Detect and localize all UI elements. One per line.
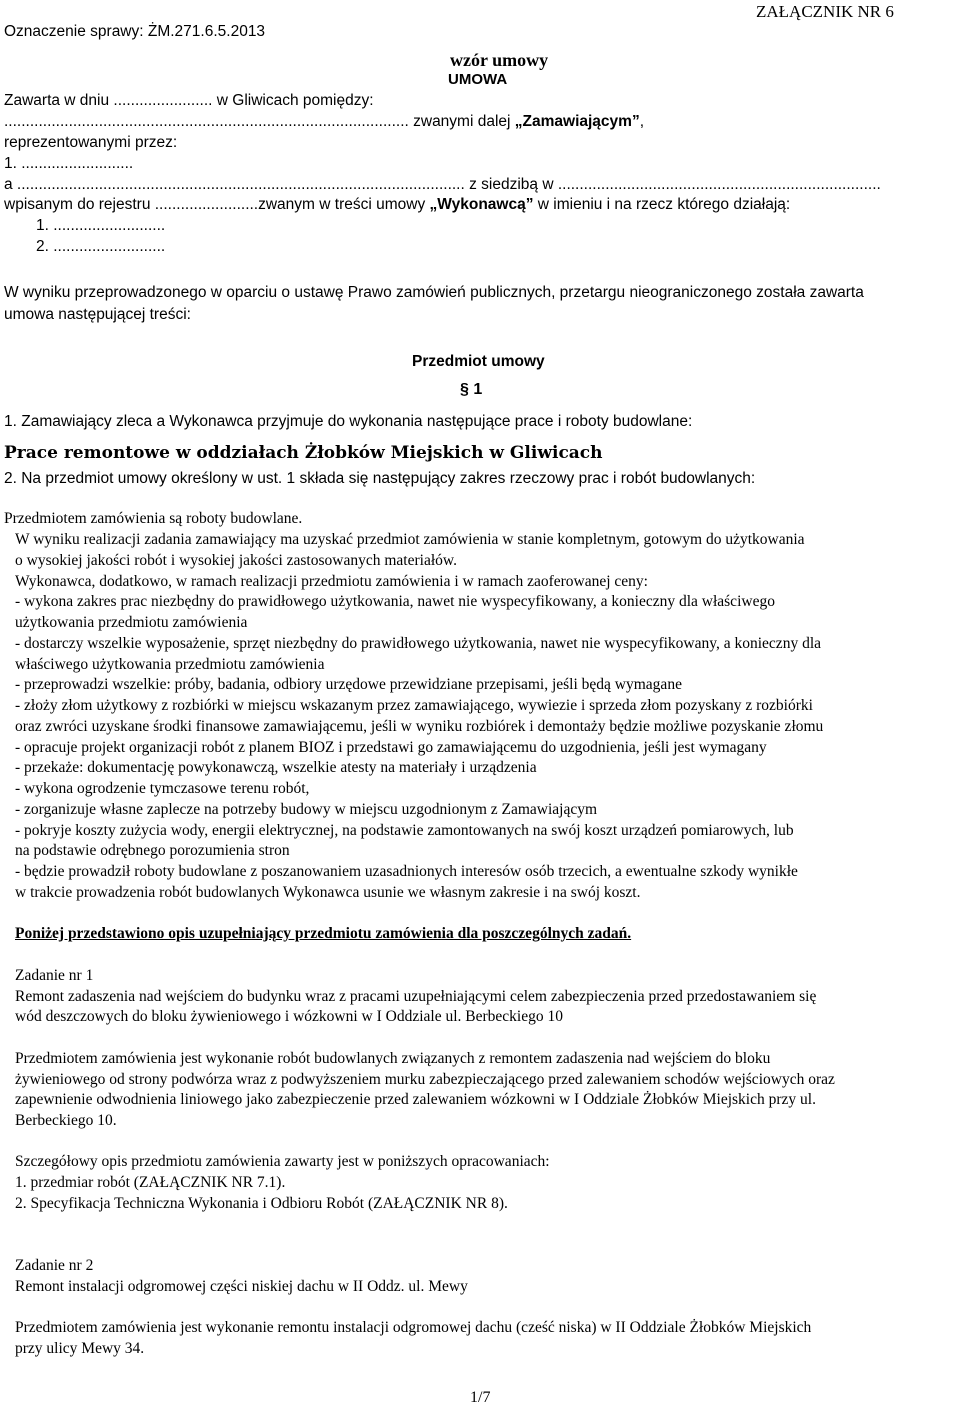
scope-line: - zorganizuje własne zaplecze na potrzeby budowy w miejscu uzgodnionym z Zamawiającym xyxy=(15,801,598,818)
scope-line: - złoży złom użytkowy z rozbiórki w miejscu wskazanym przez zamawiającego, wywiezie i sprzeda złom pozyskany z rozbiórki xyxy=(15,697,813,714)
attachment-label: ZAŁĄCZNIK NR 6 xyxy=(756,2,894,21)
party-role-text: zwanymi dalej xyxy=(408,113,515,130)
page-number: 1/7 xyxy=(470,1389,491,1406)
intro-line-2: umowa następującej treści: xyxy=(4,306,191,323)
scope-line: - dostarczy wszelkie wyposażenie, sprzęt niezbędny do prawidłowego użytkowania, nawet nie wyspecyfikowany, a konieczny dla xyxy=(15,635,821,652)
scope-line: - przekaże: dokumentację powykonawczą, wszelkie atesty na materiały i urządzenia xyxy=(15,759,537,776)
contract-date-line: Zawarta w dniu ....................... w Gliwicach pomiędzy: xyxy=(4,92,374,109)
task-1-doc-item: 2. Specyfikacja Techniczna Wykonania i Odbioru Robót (ZAŁĄCZNIK NR 8). xyxy=(15,1195,508,1212)
scope-line: Przedmiotem zamówienia są roboty budowlane. xyxy=(4,510,303,527)
party-name-blank: .............................................................................................. xyxy=(4,113,409,130)
task-2-subject: przy ulicy Mewy 34. xyxy=(15,1340,145,1357)
contractor-line: a ........................................................................................................ z siedzibą w ........................................................................... xyxy=(4,176,881,193)
represented-by-line: reprezentowanymi przez: xyxy=(4,134,178,151)
document-title: UMOWA xyxy=(448,71,508,88)
representative-1: 1. .......................... xyxy=(4,155,134,172)
scope-line: W wyniku realizacji zadania zamawiający ma uzyskać przedmiot zamówienia w stanie kompletnym, gotowym do użytkowania xyxy=(15,531,805,548)
clause-1: 1. Zamawiający zleca a Wykonawca przyjmuje do wykonania następujące prace i roboty budowlane: xyxy=(4,413,693,430)
contractor-role-name: „Wykonawcą” xyxy=(429,196,534,213)
clause-2: 2. Na przedmiot umowy określony w ust. 1 składa się następujący zakres rzeczowy prac i robót budowlanych: xyxy=(4,470,756,487)
scope-line: w trakcie prowadzenia robót budowlanych Wykonawca usunie we własnym zakresie i na swój koszt. xyxy=(15,884,641,901)
task-1-subject: Berbeckiego 10. xyxy=(15,1112,117,1129)
document-subtitle: wzór umowy xyxy=(450,50,549,70)
task-1-label: Zadanie nr 1 xyxy=(15,967,94,984)
scope-line: - opracuje projekt organizacji robót z planem BIOZ i przedstawi go zamawiającemu do uzgodnienia, jeśli jest wymagany xyxy=(15,739,767,756)
task-1-doc-item: 1. przedmiar robót (ZAŁĄCZNIK NR 7.1). xyxy=(15,1174,286,1191)
task-2-subject: Przedmiotem zamówienia jest wykonanie remontu instalacji odgromowej dachu (cześć niska) w II Oddziale Żłobków Miejskich xyxy=(15,1319,812,1336)
task-1-description: wód deszczowych do bloku żywieniowego i wózkowni w I Oddziale ul. Berbeckiego 10 xyxy=(15,1008,563,1025)
scope-line: - wykona ogrodzenie tymczasowe terenu robót, xyxy=(15,780,310,797)
contracting-party-line: .............................................................................................. zwanymi dalej „Zamawiającym”, xyxy=(4,113,645,130)
task-1-subject: żywieniowego od strony podwórza wraz z podwyższeniem murku zabezpieczającego przed zalewaniem schodów wejściowych oraz xyxy=(15,1071,835,1088)
scope-line: - pokryje koszty zużycia wody, energii elektrycznej, na podstawie zamontowanych na swój koszt urządzeń pomiarowych, lub xyxy=(15,822,794,839)
party-role-name: „Zamawiającym” xyxy=(514,113,640,130)
scope-line: właściwego użytkowania przedmiotu zamówienia xyxy=(15,656,325,673)
intro-line-1: W wyniku przeprowadzonego w oparciu o ustawę Prawo zamówień publicznych, przetargu nieograniczonego została zawarta xyxy=(4,284,864,301)
scope-line: o wysokiej jakości robót i wysokiej jakości zastosowanych materiałów. xyxy=(15,552,457,569)
paragraph-sign: § 1 xyxy=(460,381,483,398)
scope-line: - będzie prowadził roboty budowlane z poszanowaniem uzasadnionych interesów osób trzecich, a ewentualne szkody wynikłe xyxy=(15,863,798,880)
task-2-description: Remont instalacji odgromowej części niskiej dachu w II Oddz. ul. Mewy xyxy=(15,1278,468,1295)
section-heading: Przedmiot umowy xyxy=(412,353,545,370)
case-reference: Oznaczenie sprawy: ŻM.271.6.5.2013 xyxy=(4,23,266,40)
contractor-signatory-2: 2. .......................... xyxy=(36,238,166,255)
scope-line: - wykona zakres prac niezbędny do prawidłowego użytkowania, nawet nie wyspecyfikowany, a konieczny dla właściwego xyxy=(15,593,775,610)
task-1-docs-intro: Szczegółowy opis przedmiotu zamówienia zawarty jest w poniższych opracowaniach: xyxy=(15,1153,550,1170)
task-1-subject: Przedmiotem zamówienia jest wykonanie robót budowlanych związanych z remontem zadaszenia nad wejściem do bloku xyxy=(15,1050,771,1067)
scope-line: Wykonawca, dodatkowo, w ramach realizacji przedmiotu zamówienia i w ramach zaoferowanej ceny: xyxy=(15,573,648,590)
task-1-description: Remont zadaszenia nad wejściem do budynku wraz z pracami uzupełniającymi celem zabezpieczenia przed przedostawaniem się xyxy=(15,988,817,1005)
scope-line: - przeprowadzi wszelkie: próby, badania, odbiory urzędowe przewidziane przepisami, jeśli będą wymagane xyxy=(15,676,682,693)
task-2-label: Zadanie nr 2 xyxy=(15,1257,94,1274)
scope-line: użytkowania przedmiotu zamówienia xyxy=(15,614,248,631)
scope-line: oraz zwróci uzyskane środki finansowe zamawiającemu, jeśli w wyniku rozbiórek i demontaży będzie możliwe pozyskanie złomu xyxy=(15,718,824,735)
task-1-subject: zapewnienie odwodnienia liniowego jako zabezpieczenie przed zalewaniem wózkowni w I Oddziale Żłobków Miejskich przy ul. xyxy=(15,1091,816,1108)
detail-heading: Poniżej przedstawiono opis uzupełniający przedmiotu zamówienia dla poszczególnych zadań. xyxy=(15,925,632,942)
contract-subject: Prace remontowe w oddziałach Żłobków Miejskich w Gliwicach xyxy=(4,443,603,463)
contractor-signatory-1: 1. .......................... xyxy=(36,217,166,234)
register-line: wpisanym do rejestru ........................zwanym w treści umowy „Wykonawcą” w imieniu i na rzecz którego działają: xyxy=(4,196,791,213)
scope-line: na podstawie odrębnego porozumienia stron xyxy=(15,842,290,859)
